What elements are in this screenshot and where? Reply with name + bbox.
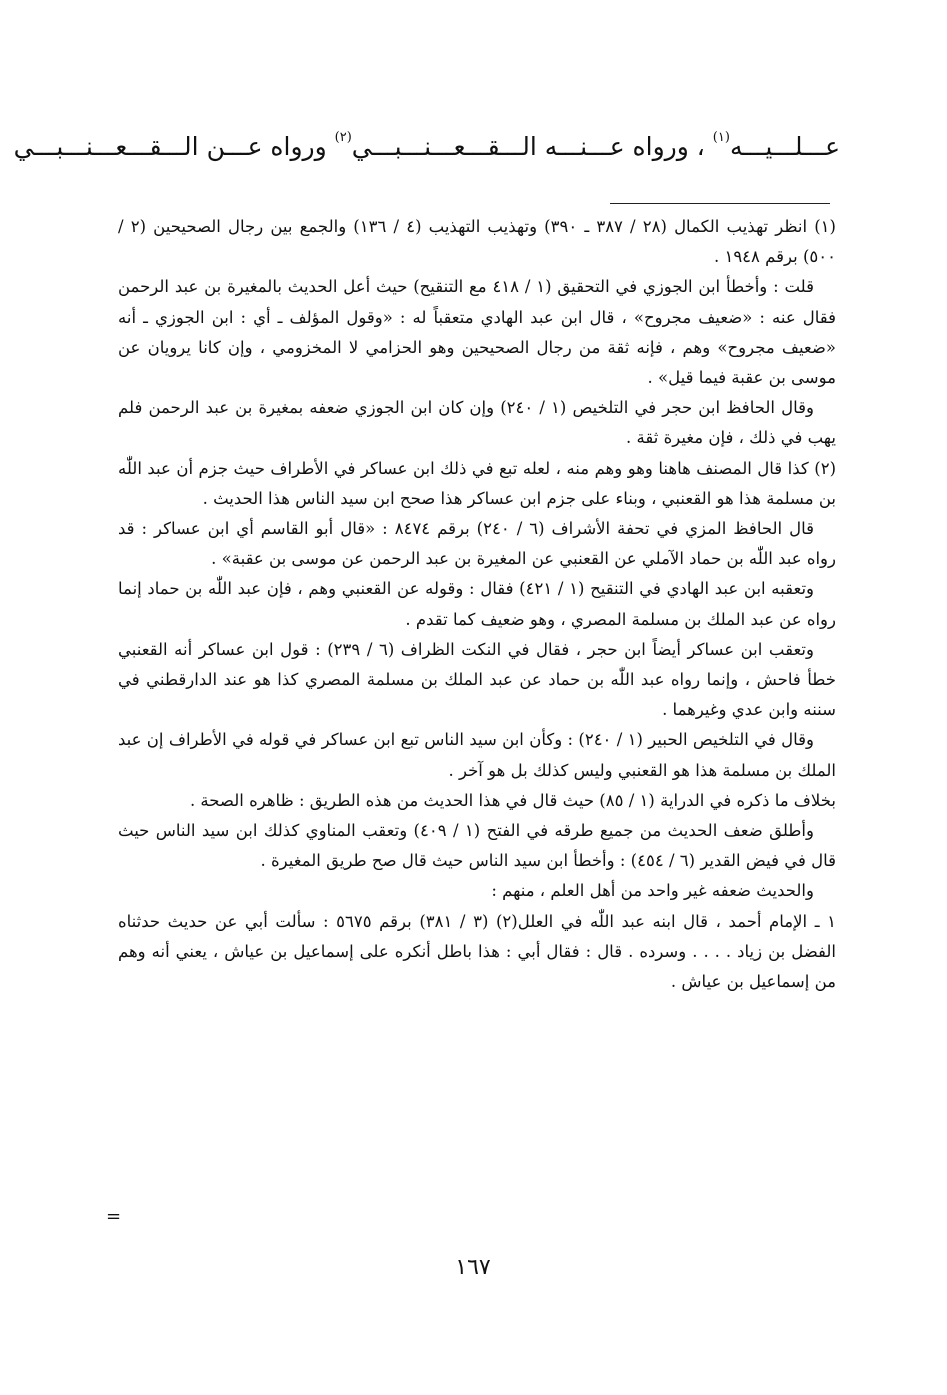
page-number: ١٦٧ [455, 1255, 491, 1280]
footnote-paragraph: (٢) كذا قال المصنف هاهنا وهو وهم منه ، لعله تبع في ذلك ابن عساكر في الأطراف حيث جزم أن عبد اللّٰه بن مسلمة هذا هو القعنبي ، وبناء على جزم ابن عساكر هذا صحح ابن سيد الناس هذا الحديث . [118, 458, 836, 508]
footnote-paragraph: (١) انظر تهذيب الكمال (٢٨ / ٣٨٧ ـ ٣٩٠) وتهذيب التهذيب (٤ / ١٣٦) والجمع بين رجال الصحيحين (٢ / ٥٠٠) برقم ١٩٤٨ . [118, 217, 836, 267]
footnote-paragraph: قال الحافظ المزي في تحفة الأشراف (٦ / ٢٤٠) برقم ٨٤٧٤ : «قال أبو القاسم أي ابن عساكر : قد رواه عبد اللّٰه بن حماد الآملي عن القعنبي عن المغيرة بن عبد الرحمن عن موسى بن عقبة» . [118, 519, 836, 569]
footnote-paragraph: والحديث ضعفه غير واحد من أهل العلم ، منهم : [491, 881, 814, 901]
footnote-paragraph: وتعقبه ابن عبد الهادي في التنقيح (١ / ٤٢١) فقال : وقوله عن القعنبي وهم ، فإن عبد اللّٰه بن حماد إنما رواه عن عبد الملك بن مسلمة المصري ، وهو ضعيف كما تقدم . [118, 579, 836, 629]
main-text-part-2: ، ورواه عـــنـــه الـــقـــعـــنـــبـــي [351, 132, 705, 161]
footnote-paragraph: ١ ـ الإمام أحمد ، قال ابنه عبد اللّٰه في العلل(٢) (٣ / ٣٨١) برقم ٥٦٧٥ : سألت أبي عن حديث حدثناه الفضل بن زياد . . . . وسرده . قال : فقال أبي : هذا باطل أنكره على إسماعيل بن عياش ، يعني أنه وهم من إسماعيل بن عياش . [118, 911, 836, 992]
main-text-part-3: ورواه عـــن الـــقـــعـــنـــبـــي [13, 132, 327, 161]
footnotes-section [118, 212, 836, 997]
footnote-separator [610, 203, 830, 204]
footnote-paragraph: وقال الحافظ ابن حجر في التلخيص (١ / ٢٤٠) وإن كان ابن الجوزي ضعفه بمغيرة بن عبد الرحمن فلم يهب في ذلك ، فإن مغيرة ثقة . [118, 398, 836, 448]
continuation-mark: = [106, 1206, 122, 1227]
main-text-part-1: عـــلـــيـــه [729, 132, 840, 161]
footnote-paragraph: وأطلق ضعف الحديث من جميع طرقه في الفتح (١ / ٤٠٩) وتعقب المناوي كذلك ابن سيد الناس حيث قال في فيض القدير (٦ / ٤٥٤) : وأخطأ ابن سيد الناس حيث قال صح طريق المغيرة . [118, 821, 836, 871]
footnote-ref-2[interactable]: (٢) [334, 130, 352, 145]
main-text-line [13, 118, 840, 167]
footnote-paragraph: وتعقب ابن عساكر أيضاً ابن حجر ، فقال في النكت الظراف (٦ / ٢٣٩) : قول ابن عساكر أنه القعنبي خطأ فاحش ، وإنما رواه عبد اللّٰه بن حماد عن عبد الملك بن مسلمة المصري كذا هو عند الدارقطني في سننه وابن عدي وغيرهما . [118, 639, 836, 720]
footnote-paragraph: بخلاف ما ذكره في الدراية (١ / ٨٥) حيث قال في هذا الحديث من هذه الطريق : ظاهره الصحة . [189, 790, 836, 810]
footnote-paragraph: وقال في التلخيص الحبير (١ / ٢٤٠) : وكأن ابن سيد الناس تبع ابن عساكر في قوله في الأطراف إن عبد الملك بن مسلمة هذا هو القعنبي وليس كذلك بل هو آخر . [118, 730, 836, 780]
footnote-ref-1[interactable]: (١) [712, 130, 730, 145]
footnote-paragraph: قلت : وأخطأ ابن الجوزي في التحقيق (١ / ٤١٨ مع التنقيح) حيث أعل الحديث بالمغيرة بن عبد الرحمن فقال عنه : «ضعيف مجروح» ، قال ابن عبد الهادي متعقباً له : «وقول المؤلف ـ أي : ابن الجوزي ـ أنه «ضعيف مجروح» وهم ، فإنه ثقة من رجال الصحيحين وهو الحزامي لا المخزومي ، وإن كانا يرويان عن موسى بن عقبة فيما قيل» . [118, 277, 836, 388]
